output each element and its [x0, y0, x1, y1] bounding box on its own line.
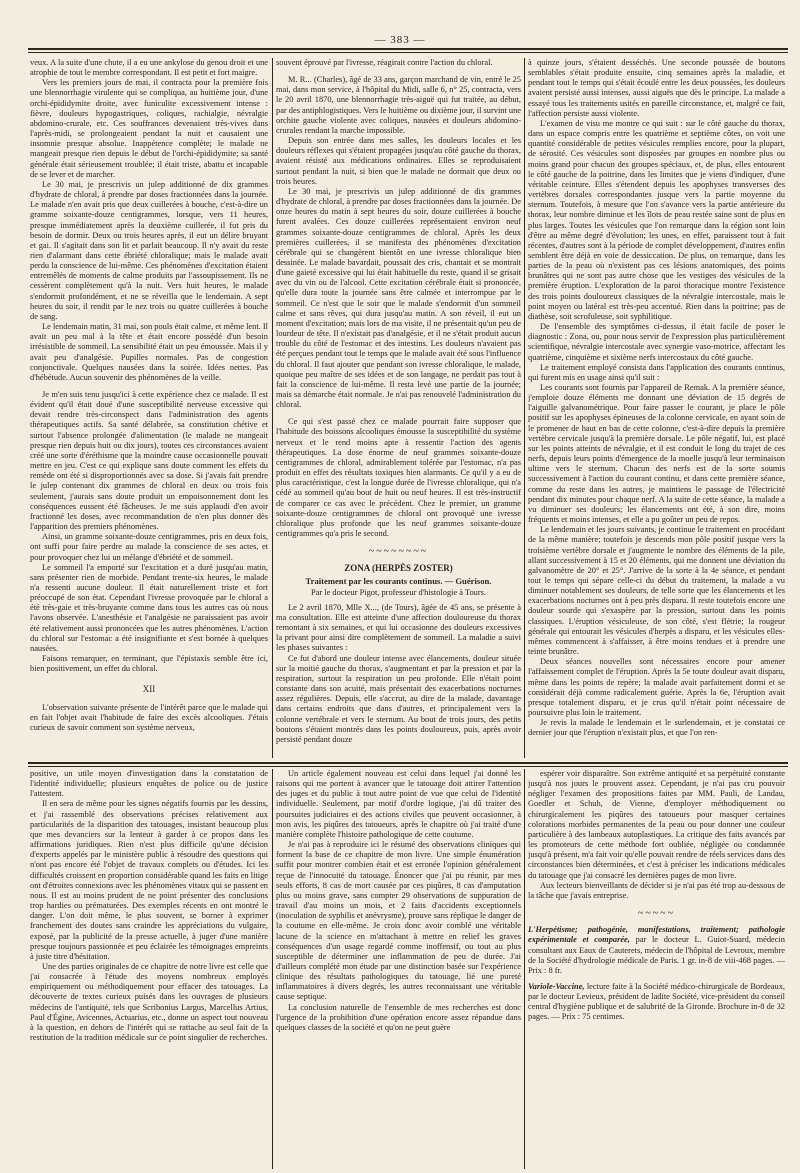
paragraph: Ainsi, un gramme soixante-douze centigrammes, pris en deux fois, ont suffi pour faire perdre au malade la conscience de ses actes, et pour provoquer chez lui un mélange d'ébriété et de sommeil.: [30, 532, 268, 562]
paragraph: Depuis son entrée dans mes salles, les douleurs locales et les douleurs réflexes qui s'étaient propagées jusqu'au côté gauche du thorax, avaient résisté aux médications ordinaires. Elles se reproduisaient surtout pendant la nuit, si bien que le malade ne dormait que deux ou trois heures.: [276, 136, 521, 186]
bibliography-title: L'Herpétisme; pathogénie, manifestations, traitement; pathologie expérimentale et comparée,: [528, 925, 785, 945]
paragraph: espérer voir disparaître. Son extrême antiquité et sa perpétuité constante jusqu'à nos jours le prouvent assez. Cependant, je n'ai pas cru pouvoir négliger l'examen des propositions faites par MM. Pauli, de Landau, Goedler et Schuh, de Vienne, d'employer méthodiquement ou chirurgicalement les piqûres des tatoueurs pour masquer certaines colorations morbides permanentes de la peau ou pour donner une couleur particulière à des lambeaux autoplastiques. La critique des faits avancés par les promoteurs de cette méthode fort oubliée, négligée ou condamnée jusqu'à présent, m'a fait voir qu'elle pouvait rendre de réels services dans des circonstances bien déterminées, et c'est à préciser les indications médicales du tatouage que j'ai consacré les dernières pages de mon livre.: [528, 769, 785, 880]
paragraph: Ce qui s'est passé chez ce malade pourrait faire supposer que l'habitude des boissons alcooliques émousse la susceptibilité du système nerveux et le rend moins apte à ressentir l'action des agents thérapeutiques. La dose énorme de neuf grammes soixante-douze centigrammes de chloral, admirablement tolérée par l'estomac, n'a pas produit en effet des résultats toxiques bien alarmants. Ce qu'il y a eu de plus caractéristique, c'est la longue durée de l'ivresse chloralique, qui n'a cédé au sommeil qu'au bout de huit ou neuf heures. Il est très-instructif de comparer ce cas avec le précédent. Chez le premier, un gramme soixante-douze centigrammes de chloral ont provoqué une ivresse chloralique plus profonde que les neuf grammes soixante-douze centigrammes qu'a pris le second.: [276, 417, 521, 539]
bibliography-entry: [528, 982, 785, 1023]
column-2: [276, 58, 521, 758]
paragraph: Une des parties originales de ce chapitre de notre livre est celle que j'ai consacrée à l'étude des moyens nombreux employés empiriquement ou méthodiquement pour effacer des tatouages. La découverte de textes curieux puisés dans les ouvrages de plusieurs médecins de l'antiquité, tels que Scribonius Largus, Marcellus Artius, Paul d'Égine, Avicennes, Actuarius, etc., donne un aspect tout nouveau à la question, en dehors de l'intérêt qui se rattache au seul fait de la restitution de la tradition médicale sur ce point singulier de recherches.: [30, 961, 268, 1043]
section-rule: [28, 762, 788, 764]
paragraph: Deux séances nouvelles sont nécessaires encore pour amener l'affaissement complet de l'éruption. Après la 5e toute douleur avait disparu, même dans les points de repère; la malade avait parfaitement dormi et se considérait déjà comme radicalement guérie. Après la 6e, l'éruption avait presque totalement disparu, et je crus qu'il n'était point nécessaire de poursuivre plus loin le traitement.: [528, 657, 785, 717]
column-divider: [272, 769, 273, 1169]
column-divider: [524, 769, 525, 1169]
paragraph: Je m'en suis tenu jusqu'ici à cette expérience chez ce malade. Il est évident qu'il était doué d'une susceptibilité nerveuse excessive qui devait rendre très-circonspect dans l'administration des agents thérapeutiques actifs. Sa santé délabrée, sa constitution chétive et surtout l'absence prolongée d'alimentation (le malade ne mangeait presque rien depuis huit ou dix jours), toutes ces circonstances avaient créé une sorte d'éréthisme que la moindre cause occasionnelle pouvait mettre en jeu. C'est ce qui explique sans doute comment les effets du remède ont été si disproportionnés avec sa dose. Si j'avais fait prendre le julep contenant dix grammes de chloral en deux ou trois fois seulement, j'aurais sans doute produit un empoisonnement dont les conséquences eussent été fâcheuses. Je me suis applaudi d'en avoir fractionné les doses, avec recommandation de n'en plus donner dès l'apparition des premiers phénomènes.: [30, 390, 268, 532]
page-number: — 383 —: [374, 34, 426, 46]
header-rule: [28, 48, 788, 50]
paragraph: Le lendemain matin, 31 mai, son pouls était calme, et même lent. Il avait un peu mal à la tête et était encore possédé d'un besoin irrésistible de sommeil. La sensibilité était un peu émoussée. Mais il y avait peu d'analgésie. Pupilles normales. Pas de congestion conjonctivale. Quelques nausées dans la soirée. Idées nettes. Pas d'hébétude. Aucun souvenir des phénomènes de la veille.: [30, 322, 268, 382]
paragraph: Il en sera de même pour les signes négatifs fournis par les dessins, et j'ai rassemblé des observations précises relativement aux particularités de la disparition des tatouages, insistant beaucoup plus que mes devanciers sur la lenteur à garder à ce propos dans les affirmations juridiques. Rien n'est plus difficile qu'une décision d'experts appelés par le ministère public à résoudre des questions qui n'ont pas encore été l'objet de travaux complets ou d'études. Ici les difficultés croissent en proportion considérable quand les faits en litige ont d'étroites connexions avec les phénomènes vitaux qui se passent en nous. Il est au moins prudent de ne point présenter des conclusions trop hardies ou prématurées. Des exemples récents en ont montré le danger. L'on doit même, le plus souvent, se borner à exprimer franchement des doutes sans craindre les appréciations du vulgaire, exposé, par la publicité de la presse actuelle, à juger d'une manière presque toujours passionnée et peu éclairée les témoignages empreints à juste titre d'hésitation.: [30, 799, 268, 961]
paragraph: De l'ensemble des symptômes ci-dessus, il était facile de poser le diagnostic : Zona, ou, pour nous servir de l'expression plus particulièrement scientifique, névralgie intercostale avec synergie vaso-motrice, affectant les quatrième, cinquième et sixième nerfs intercostaux du côté gauche.: [528, 322, 785, 362]
column-3: [528, 58, 785, 758]
paragraph: Ce fut d'abord une douleur intense avec élancements, douleur située sur la moitié gauche du thorax, s'augmentant et par la pression et par la respiration, surtout la respiration un peu profonde. Elle n'était point constante dans son acuité, mais présentait des exacerbations nocturnes assez régulières. Depuis, elle s'accrut, au dire de la malade, davantage dans certains endroits que dans d'autres, et principalement vers la colonne vertébrale et vers le sternum. Au bout de trois jours, des petits boutons s'étaient montrés dans les points douloureux, puis, après avoir persisté pendant douze: [276, 653, 521, 744]
paragraph: Aux lecteurs bienveillants de décider si je n'ai pas été trop au-dessous de la tâche que j'avais entreprise.: [528, 880, 785, 900]
paragraph: Le 30 mai, je prescrivis un julep additionné de dix grammes d'hydrate de chloral, à prendre par doses fractionnées dans la journée. De onze heures du matin à sept heures du soir, douze cuillerées à bouche furent avalées. Ces douze cuillerées représentaient environ neuf grammes soixante-douze centigrammes de chloral. Après les deux premières cuillerées, il se manifesta des phénomènes d'excitation cérébrale qui se changèrent bientôt en une ivresse chloralique bien dessinée. Le malade bavardait, poussait des cris, chantait et se montrait d'une gaieté excessive qui lui était habituelle du reste, quand il se grisait avec du vin ou de l'alcool. Cette excitation cérébrale était si prononcée, qu'elle dura toute la journée sans être calmée et interrompue par le sommeil. Ce n'est que le soir que le malade s'endormit d'un sommeil calme et sans rêves, qui dura jusqu'au matin. A son réveil, il eut un moment d'excitation; mais lors de ma visite, il ne présentait qu'un peu de lourdeur de tête. Il n'existait pas d'analgésie, et il ne s'était produit aucun trouble du côté de l'estomac et des intestins. Les douleurs n'avaient pas été perçues pendant tout le temps que le malade avait été sous l'influence du chloral. Il faut ajouter que pendant son ivresse chloralique, le malade, quoique peu maître de ses idées et de son langage, ne perdait pas tout à fait la conscience de lui-même. Il resta levé une partie de la journée; mais sa démarche était normale. Je n'ai pas renouvelé l'administration du chloral.: [276, 186, 521, 410]
bottom-column-2: [276, 769, 521, 1169]
paragraph: Le traitement employé consista dans l'application des courants continus, qui furent mis en usage ainsi qu'il suit :: [528, 362, 785, 382]
bottom-column-1: [30, 769, 268, 1169]
paragraph: à quinze jours, s'étaient desséchés. Une seconde poussée de boutons semblables s'était produite ensuite, cinq semaines après la maladie, et pendant tout le temps qui s'était écoulé entre les deux poussées, les douleurs avaient persisté aussi intenses, aussi aiguës que dès le principe. La malade a essayé tous les traitements usités en pareille circonstance, et, malgré ce fait, l'affection persiste aussi violente.: [528, 58, 785, 118]
section-number: XII: [142, 684, 156, 695]
paragraph: Le sommeil l'a emporté sur l'excitation et a duré jusqu'au matin, sans présenter rien de morbide. Pendant trente-six heures, le malade n'a ressenti aucune douleur. Il était naturellement triste et fort préoccupé de son état. Cependant l'ivresse provoquée par le chloral a été très-gaie et très-bruyante comme dans tous les autres cas où nous l'avons observée. L'anesthésie et l'analgésie ne paraissaient pas avoir été relativement aussi prononcées que les autres phénomènes. L'action du chloral sur l'estomac a été insignifiante et s'est bornée à quelques nausées.: [30, 562, 268, 653]
paragraph: Je n'ai pas à reproduire ici le résumé des observations cliniques qui forment la base de ce chapitre de mon livre. Une simple énumération suffit pour montrer combien était et est erronée l'opinion généralement reçue de l'innocuité du tatouage. Énoncer que j'ai pu réunir, par mes seuls efforts, 8 cas de mort causée par ces piqûres, 8 cas d'amputation plus ou moins grave, sans compter 29 observations de suppuration de travail d'au moins un mois, et 2 faits d'accidents exceptionnels (inoculation de syphilis et anévrysme), prouve sans réplique le danger de la coutume en elle-même. Je crois donc avoir comblé une véritable lacune de la science en m'attachant à mettre en relief les graves conséquences d'un usage regardé comme inoffensif, ou tout au plus susceptible de déterminer une inflammation de peu de durée. J'ai d'ailleurs complété mon étude par une distinction basée sur l'expérience clinique des résultats pathologiques du tatouage, lié une pureté inflammatoires à divers degrés, les autres reconnaissant une véritable cause septique.: [276, 840, 521, 1002]
bibliography-details: par le docteur L. Guiot-Suard, médecin consultant aux Eaux de Cauterets, médecin de l'hôpital de Levroux, membre de la Société d'hydrologie médicale de Paris. 1 gr. in-8 de viii-468 pages. — Prix : 8 fr.: [528, 935, 785, 975]
bibliography-entry: [528, 925, 785, 976]
paragraph: La conclusion naturelle de l'ensemble de mes recherches est donc l'urgence de la prohibition d'une opération encore assez répandue dans quelques classes de la société et qu'on ne peut guère: [276, 1002, 521, 1032]
paragraph: veux. A la suite d'une chute, il a eu une ankylose du genou droit et une atrophie de tout le membre correspondant. Il est petit et fort maigre.: [30, 58, 268, 78]
paragraph: Le 30 mai, je prescrivis un julep additionné de dix grammes d'hydrate de chloral, à prendre par doses fractionnées dans la journée. Le malade n'en avait pris que deux cuillerées à bouche, c'est-à-dire un gramme soixante-douze centigrammes, lorsque, vers 11 heures, presque immédiatement après la deuxième cuillerée, il fut pris du besoin de dormir. Deux ou trois heures après, il eut un délire bruyant et gai. Il s'agitait dans son lit et parlait beaucoup. Il n'y avait du reste rien d'alarmant dans cette ébriété chloralique; mais le malade avait perdu la conscience de lui-même. Ces phénomènes d'excitation étaient entremêlés de moments de calme produits par l'assoupissement. Ils ne cessèrent complètement qu'à la nuit. Vers huit heures, le malade s'endormit profondément, et ne se réveilla que le lendemain. A sept heures du soir, il rendit par le nez trois ou quatre cuillerées à bouche de sang.: [30, 179, 268, 321]
column-divider: [272, 58, 273, 758]
column-1: [30, 58, 268, 758]
paragraph: Vers les premiers jours de mai, il contracta pour la première fois une blennorrhagie virulente qui se compliqua, au huitième jour, d'une orchi-épididymite droite, avec funiculite excessivement intense : fièvre, douleurs hypogastriques, coliques, rachialgie, névralgie abdomino-crurale, etc. Ces souffrances devenaient très-vives dans l'après-midi, se prolongeaient pendant la nuit et causaient une insomnie presque absolue. Inappétence complète; le malade ne mangeait presque rien depuis le début de l'orchi-épididymite; sa santé générale était sérieusement troublée; il était triste, abattu et incapable de se lever et de marcher.: [30, 78, 268, 179]
paragraph: Le 2 avril 1870, Mlle X..., (de Tours), âgée de 45 ans, se présente à ma consultation. Elle est atteinte d'une affection douloureuse du thorax remontant à six semaines, et qui lui occasionne des douleurs excessives la privant pour ainsi dire complètement de sommeil. La maladie a suivi les phases suivantes :: [276, 602, 521, 653]
section-rule-thin: [28, 766, 788, 767]
article-subtitle: Traitement par les courants continus. — Guérison.: [305, 575, 492, 586]
paragraph: L'examen de visu me montre ce qui suit : sur le côté gauche du thorax, dans un espace compris entre les quatrième et septième côtes, on voit une quantité considérable de petites vésicules remplies encore, pour la plupart, de sérosité. Ces vésicules sont disposées par groupes en nombre plus ou moins grand pour chacun des groupes spéciaux, et, de plus, elles entourent le côté gauche de la poitrine, dans les limites que je viens d'indiquer, d'une véritable ceinture. Elles s'étendent depuis les apophyses transverses des vertèbres dorsales correspondantes jusque vers la partie moyenne du sternum. Toutefois, à mesure que l'on s'avance vers la partie antérieure du thorax, leur nombre diminue et les îlots de peau restée saine sont de plus en plus larges. Toutes les vésicules que l'on remarque dans la région sont loin d'être au même degré d'évolution; les unes, en effet, paraissent tout à fait récentes, d'autres sont à la période de complet développement, d'autres enfin semblent être déjà en voie de dessiccation. De plus, on remarque, dans les parties de la peau où n'existent pas ces lésions anatomiques, des points brunâtres qui ne sont pas autre chose que les vestiges des vésicules de la première éruption. L'exploration de la paroi thoracique montre l'existence des trois points douloureux classiques de la névralgie intercostale, mais le point moyen ou latéral est très-peu accentué. Rien dans la poitrine; pas de diathèse, soit scrofuleuse, soit syphilitique.: [528, 118, 785, 321]
paragraph: L'observation suivante présente de l'intérêt parce que le malade qui en fait l'objet avait l'habitude de faire des excès alcooliques. J'étais curieux de savoir comment son système nerveux,: [30, 702, 268, 732]
column-divider: [524, 58, 525, 758]
article-title: ZONA (HERPÈS ZOSTER): [344, 563, 453, 574]
ornament-divider: ~~~~~~~~: [368, 546, 429, 558]
paragraph: Un article également nouveau est celui dans lequel j'ai donné les raisons qui me portent à avancer que le tatouage doit attirer l'attention des juges et du public à tout autre point de vue que celui de l'identité individuelle. Seulement, par motif d'ordre logique, j'ai dû traiter des poursuites judiciaires et des actions civiles que peuvent occasionner, à mon avis, les piqûres des tatoueurs, après le chapitre où j'ai traité d'une manière complète l'histoire pathologique de cette coutume.: [276, 769, 521, 839]
paragraph: Le lendemain et les jours suivants, je continue le traitement en procédant de la même manière; toutefois je descends mon pôle positif jusque vers la troisième vertèbre dorsale et j'augmente le nombre des éléments de la pile, allant successivement à 15 et 20 éléments, qui me donnent une déviation du galvanomètre de 20° et 25°. J'arrive de la sorte à la 4e séance, et pendant tout le temps qui sépare celle-ci du début du traitement, la malade a vu diminuer notablement ses douleurs, de telle sorte que les élancements et les exacerbations nocturnes ont à peu près disparu. Il reste toutefois encore une douleur sourde qui s'exaspère par la pression, surtout dans les points classiques. L'éruption vésiculeuse, de son côté, s'est flétrie; la rougeur générale qui entourait les vésicules d'herpès a disparu, et les vésicules elles-mêmes commencent à s'affaisser, à être moins tendues et à prendre une teinte brunâtre.: [528, 525, 785, 657]
header-rule-thin: [28, 52, 788, 53]
paragraph: souvent éprouvé par l'ivresse, réagirait contre l'action du chloral.: [276, 58, 493, 67]
bottom-column-3: [528, 769, 785, 1169]
article-author: Par le docteur Pigot, professeur d'histologie à Tours.: [311, 587, 486, 597]
bibliography-details: lecture faite à la Société médico-chirurgicale de Bordeaux, par le docteur Levieux, président de ladite Société, vice-président du conseil central d'hygiène publique et de salubrité de la Gironde. Brochure in-8 de 32 pages. — Prix : 75 centimes.: [528, 981, 785, 1022]
paragraph: positive, un utile moyen d'investigation dans la constatation de l'identité individuelle; plusieurs enquêtes de police ou de justice l'attestent.: [30, 769, 268, 799]
paragraph: M. R... (Charles), âgé de 33 ans, garçon marchand de vin, entré le 25 mai, dans mon service, à l'hôpital du Midi, salle 6, n° 25, contracta, vers le 20 avril 1870, une blennorrhagie très-aiguë qui fut traitée, au début, par des antiphlogistiques. Vers le huitième ou dixième jour, il survint une orchite gauche violente avec coliques, nausées et douleurs abdomino-crurales rendant la marche impossible.: [276, 75, 521, 135]
paragraph: Je revis la malade le lendemain et le surlendemain, et je constatai ce dernier jour que l'éruption n'existait plus, et que l'on ren-: [528, 718, 785, 738]
paragraph: Faisons remarquer, en terminant, que l'épistaxis semble être ici, bien positivement, un effet du chloral.: [30, 654, 268, 674]
bibliography-title: Variole-Vaccine,: [528, 981, 585, 991]
paragraph: Les courants sont fournis par l'appareil de Remak. A la première séance, j'emploie douze éléments me donnant une déviation de 15 degrés de l'aiguille galvanométrique. Pour faire passer le courant, je place le pôle positif sur les apophyses épineuses de la colonne cervicale, en ayant soin de le promener de haut en bas de cette colonne, c'est-à-dire depuis la première vertèbre cervicale jusqu'à la première dorsale. Le pôle négatif, lui, est placé sur les points atteints de névralgie, et il est conduit le long du trajet de ces nerfs, depuis leurs points d'émergence de la moelle jusqu'à leur terminaison ultime vers le sternum. Chacun des nerfs est de la sorte soumis successivement à l'action du courant continu, et dans cette première séance, comme du reste dans les autres, je maintiens le passage de l'électricité pendant dix minutes pour chaque nerf. A la suite de cette séance, la malade a vu diminuer ses douleurs; les élancements ont été, à son dire, moins fréquents et moins intenses, et elle a pu goûter un peu de repos.: [528, 383, 785, 525]
ornament-divider: ~~~~~: [637, 908, 676, 920]
